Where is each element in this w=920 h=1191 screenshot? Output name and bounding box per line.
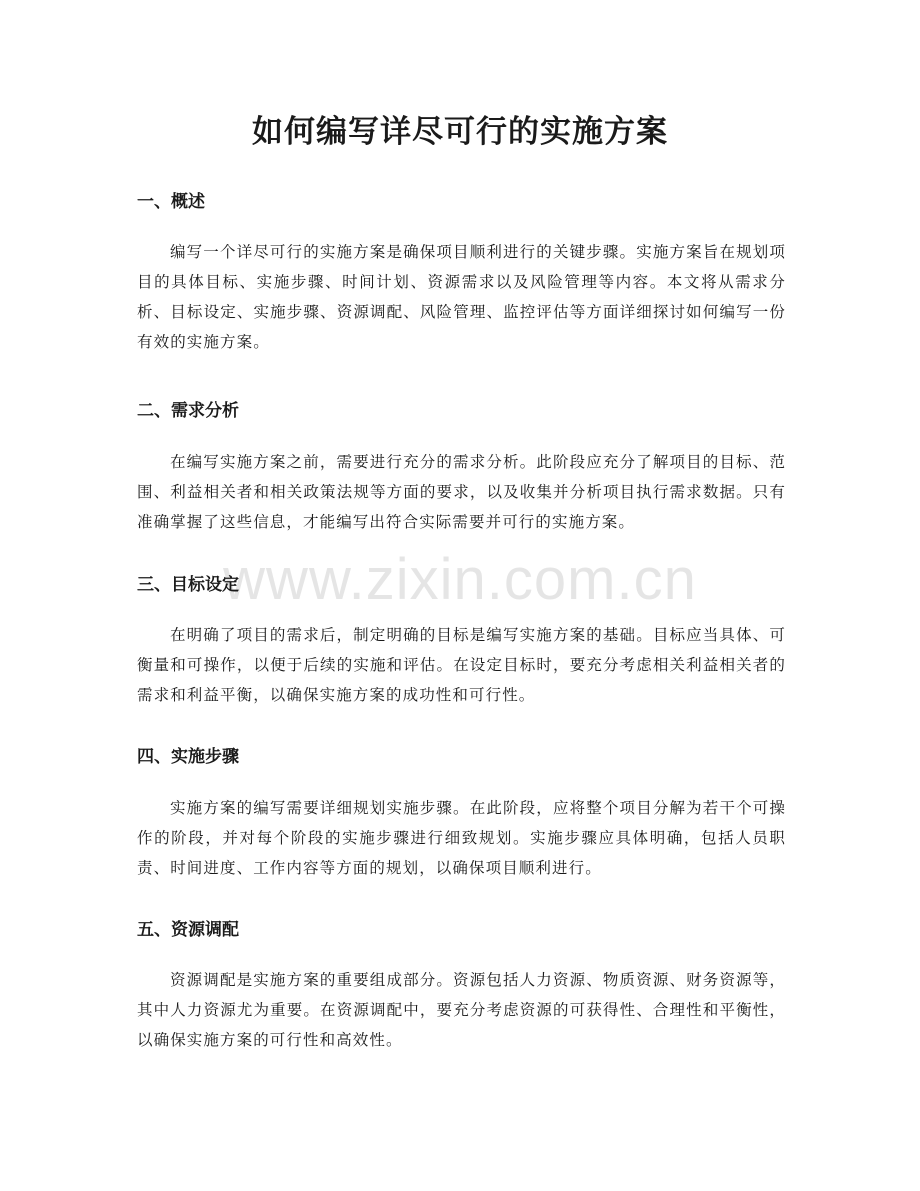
section-heading-steps: 四、实施步骤 bbox=[137, 747, 239, 767]
section-heading-resources: 五、资源调配 bbox=[137, 920, 239, 940]
section-paragraph-requirements: 在编写实施方案之前，需要进行充分的需求分析。此阶段应充分了解项目的目标、范围、利益相关者和相关政策法规等方面的要求，以及收集并分析项目执行需求数据。只有准确掌握了这些信息，才能编写出符合实际需要并可行的实施方案。 bbox=[137, 453, 786, 531]
section-paragraph-goals: 在明确了项目的需求后，制定明确的目标是编写实施方案的基础。目标应当具体、可衡量和可操作，以便于后续的实施和评估。在设定目标时，要充分考虑相关利益相关者的需求和利益平衡，以确保实施方案的成功性和可行性。 bbox=[137, 626, 786, 704]
watermark: www.zixin.com.cn bbox=[223, 547, 697, 612]
section-paragraph-resources: 资源调配是实施方案的重要组成部分。资源包括人力资源、物质资源、财务资源等，其中人力资源尤为重要。在资源调配中，要充分考虑资源的可获得性、合理性和平衡性，以确保实施方案的可行性和高效性。 bbox=[137, 971, 786, 1049]
section-paragraph-steps: 实施方案的编写需要详细规划实施步骤。在此阶段，应将整个项目分解为若干个可操作的阶段，并对每个阶段的实施步骤进行细致规划。实施步骤应具体明确，包括人员职责、时间进度、工作内容等方面的规划，以确保项目顺利进行。 bbox=[137, 799, 786, 877]
section-paragraph-overview: 编写一个详尽可行的实施方案是确保项目顺利进行的关键步骤。实施方案旨在规划项目的具体目标、实施步骤、时间计划、资源需求以及风险管理等内容。本文将从需求分析、目标设定、实施步骤、资源调配、风险管理、监控评估等方面详细探讨如何编写一份有效的实施方案。 bbox=[137, 243, 786, 351]
document-title: 如何编写详尽可行的实施方案 bbox=[252, 114, 668, 150]
section-heading-goals: 三、目标设定 bbox=[137, 575, 239, 595]
section-heading-requirements: 二、需求分析 bbox=[137, 401, 239, 421]
section-heading-overview: 一、概述 bbox=[137, 192, 205, 212]
